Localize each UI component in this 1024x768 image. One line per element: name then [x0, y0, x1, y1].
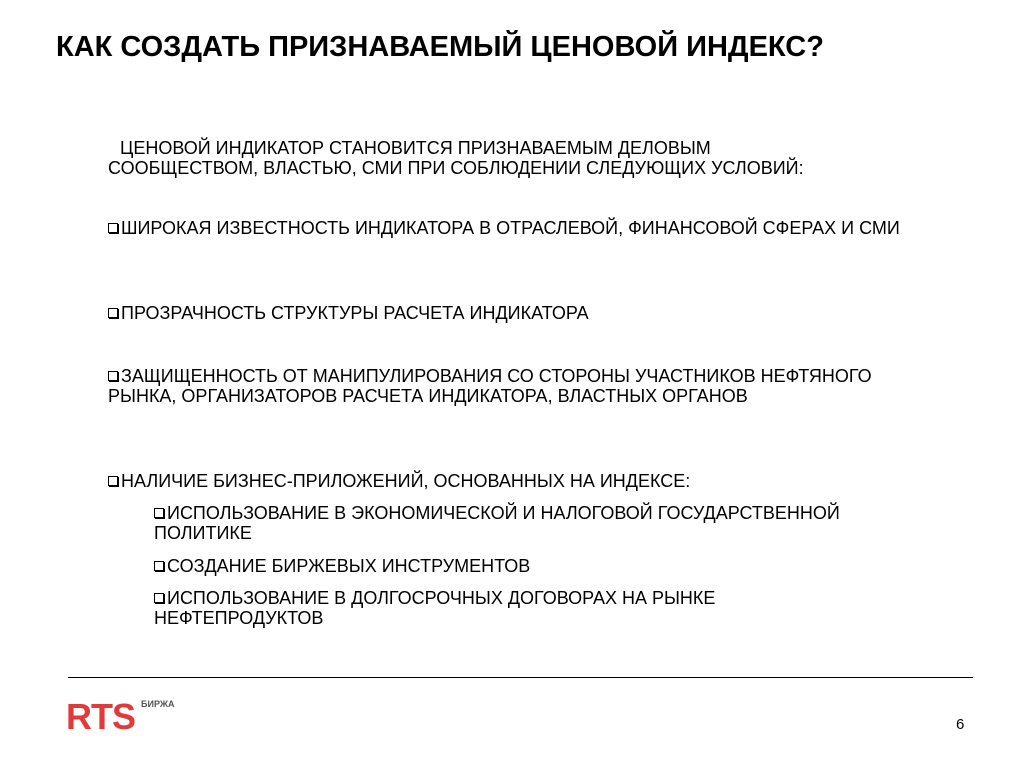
condition-item	[108, 218, 908, 238]
checkbox-bullet-icon	[108, 308, 118, 318]
application-item	[154, 556, 854, 576]
intro-line-1: ЦЕНОВОЙ ИНДИКАТОР СТАНОВИТСЯ ПРИЗНАВАЕМЫМ ДЕЛОВЫМ	[120, 138, 711, 158]
condition-item	[108, 471, 908, 491]
condition-text: ШИРОКАЯ ИЗВЕСТНОСТЬ ИНДИКАТОРА В ОТРАСЛЕВОЙ, ФИНАНСОВОЙ СФЕРАХ И СМИ	[121, 218, 900, 238]
checkbox-bullet-icon	[108, 476, 118, 486]
condition-item	[108, 303, 908, 323]
checkbox-bullet-icon	[108, 223, 118, 233]
condition-item	[108, 366, 908, 406]
condition-text: ПРОЗРАЧНОСТЬ СТРУКТУРЫ РАСЧЕТА ИНДИКАТОРА	[121, 303, 589, 323]
checkbox-bullet-icon	[154, 508, 164, 518]
intro-line-2: СООБЩЕСТВОМ, ВЛАСТЬЮ, СМИ ПРИ СОБЛЮДЕНИИ СЛЕДУЮЩИХ УСЛОВИЙ:	[108, 158, 804, 178]
application-text: ИСПОЛЬЗОВАНИЕ В ДОЛГОСРОЧНЫХ ДОГОВОРАХ НА РЫНКЕ НЕФТЕПРОДУКТОВ	[154, 588, 716, 628]
condition-text: НАЛИЧИЕ БИЗНЕС-ПРИЛОЖЕНИЙ, ОСНОВАННЫХ НА ИНДЕКСЕ:	[121, 471, 691, 491]
checkbox-bullet-icon	[154, 593, 164, 603]
application-item	[154, 503, 854, 543]
application-text: СОЗДАНИЕ БИРЖЕВЫХ ИНСТРУМЕНТОВ	[167, 556, 531, 576]
checkbox-bullet-icon	[154, 561, 164, 571]
slide-title: КАК СОЗДАТЬ ПРИЗНАВАЕМЫЙ ЦЕНОВОЙ ИНДЕКС?	[56, 31, 824, 63]
logo-mark: RTS	[66, 696, 135, 737]
application-item	[154, 588, 854, 628]
rts-logo	[66, 696, 175, 737]
intro-paragraph	[108, 138, 948, 178]
condition-text: ЗАЩИЩЕННОСТЬ ОТ МАНИПУЛИРОВАНИЯ СО СТОРОНЫ УЧАСТНИКОВ НЕФТЯНОГО РЫНКА, ОРГАНИЗАТОРОВ РАСЧЕТА ИНДИКАТОРА, ВЛАСТНЫХ ОРГАНОВ	[108, 366, 872, 406]
application-text: ИСПОЛЬЗОВАНИЕ В ЭКОНОМИЧЕСКОЙ И НАЛОГОВОЙ ГОСУДАРСТВЕННОЙ ПОЛИТИКЕ	[154, 503, 840, 543]
logo-caption: БИРЖА	[141, 699, 175, 709]
checkbox-bullet-icon	[108, 371, 118, 381]
page-number: 6	[956, 716, 965, 733]
footer-divider	[68, 677, 973, 678]
